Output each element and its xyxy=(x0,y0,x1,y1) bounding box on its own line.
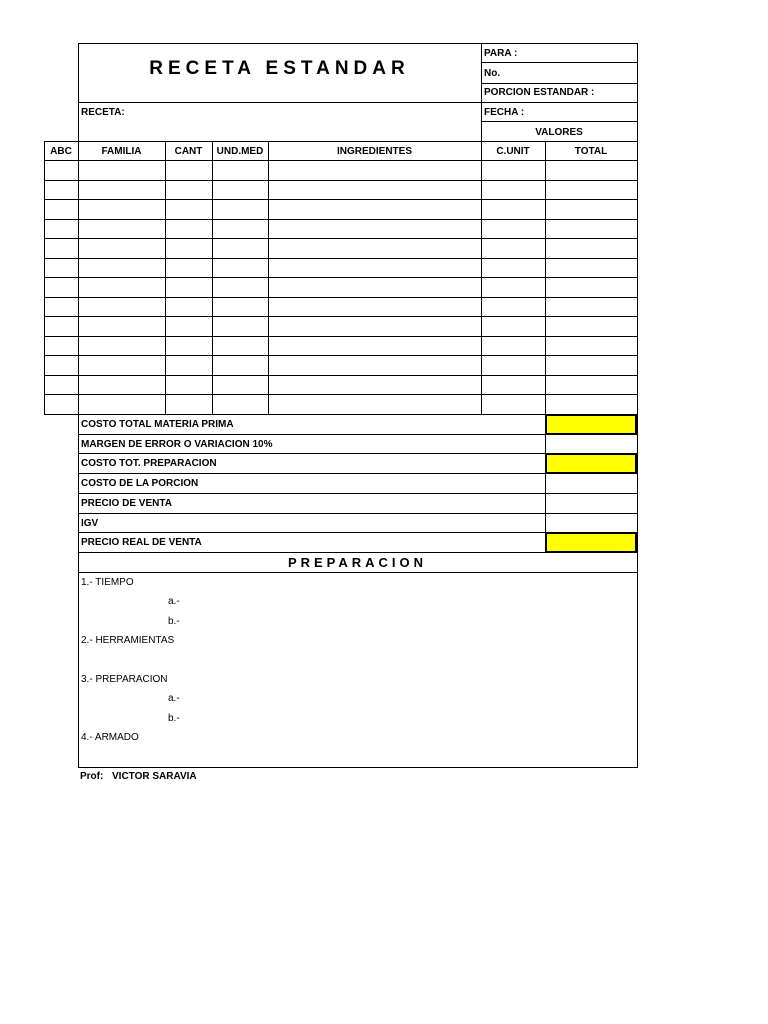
prep-line: 1.- TIEMPO xyxy=(81,577,134,588)
col-total: TOTAL xyxy=(574,146,608,157)
summary-value-cell[interactable] xyxy=(545,532,637,553)
column-divider xyxy=(212,141,213,415)
summary-label: COSTO TOTAL MATERIA PRIMA xyxy=(81,419,234,430)
summary-label: PRECIO DE VENTA xyxy=(81,498,172,509)
table-row xyxy=(44,394,638,395)
header-row-line xyxy=(481,83,638,84)
porcion-estandar-label: PORCION ESTANDAR : xyxy=(484,87,595,98)
table-row xyxy=(44,316,638,317)
header-row-line xyxy=(481,121,638,122)
col-familia: FAMILIA xyxy=(101,146,142,157)
valores-header: VALORES xyxy=(535,127,583,138)
summary-left-border xyxy=(78,414,79,768)
column-header-bottom xyxy=(44,160,638,161)
summary-value-cell[interactable] xyxy=(545,473,637,493)
prep-line: b.- xyxy=(168,713,180,724)
col-c-unit: C.UNIT xyxy=(496,146,530,157)
table-row xyxy=(44,219,638,220)
column-divider xyxy=(268,141,269,415)
summary-label: COSTO TOT. PREPARACION xyxy=(81,458,217,469)
header-left-border xyxy=(78,43,79,142)
table-row xyxy=(44,258,638,259)
summary-value-cell[interactable] xyxy=(545,493,637,513)
prof-label: Prof: xyxy=(80,771,104,782)
prep-line: b.- xyxy=(168,616,180,627)
column-divider xyxy=(78,141,79,415)
col-und-med: UND.MED xyxy=(216,146,264,157)
prep-line: a.- xyxy=(168,693,180,704)
table-row xyxy=(44,375,638,376)
table-row xyxy=(44,336,638,337)
header-top-border xyxy=(78,43,638,44)
table-row xyxy=(44,297,638,298)
column-header-top xyxy=(44,141,638,142)
col-ingredientes: INGREDIENTES xyxy=(336,146,412,157)
summary-label: COSTO DE LA PORCION xyxy=(81,478,199,489)
para-label: PARA : xyxy=(484,48,518,59)
prep-line: 3.- PREPARACION xyxy=(81,674,168,685)
header-row-line xyxy=(481,62,638,63)
prep-right-border xyxy=(637,414,638,768)
prep-line: 2.- HERRAMIENTAS xyxy=(81,635,175,646)
column-divider xyxy=(545,141,546,415)
number-label: No. xyxy=(484,68,501,79)
table-row xyxy=(44,277,638,278)
prof-name: VICTOR SARAVIA xyxy=(112,771,197,782)
col-cant: CANT xyxy=(174,146,203,157)
summary-label: PRECIO REAL DE VENTA xyxy=(81,537,202,548)
prep-line: a.- xyxy=(168,596,180,607)
column-divider xyxy=(165,141,166,415)
column-divider xyxy=(637,141,638,415)
prep-title-bottom xyxy=(78,572,638,573)
summary-value-cell[interactable] xyxy=(545,513,637,532)
column-divider xyxy=(44,141,45,415)
table-row xyxy=(44,355,638,356)
prep-line: 4.- ARMADO xyxy=(81,732,139,743)
receta-label: RECETA: xyxy=(81,107,125,118)
col-abc: ABC xyxy=(50,146,72,157)
summary-label: MARGEN DE ERROR O VARIACION 10% xyxy=(81,439,273,450)
fecha-label: FECHA : xyxy=(484,107,525,118)
table-row xyxy=(44,199,638,200)
column-divider xyxy=(481,141,482,415)
sheet-title: RECETA ESTANDAR xyxy=(149,58,410,79)
summary-value-cell[interactable] xyxy=(545,453,637,474)
summary-value-cell[interactable] xyxy=(545,434,637,453)
summary-value-cell[interactable] xyxy=(545,414,637,435)
table-row xyxy=(44,180,638,181)
summary-label: IGV xyxy=(81,518,99,529)
prep-bottom-border xyxy=(78,767,638,768)
table-row xyxy=(44,238,638,239)
header-row-line xyxy=(78,102,638,103)
preparacion-title: PREPARACION xyxy=(287,555,428,570)
